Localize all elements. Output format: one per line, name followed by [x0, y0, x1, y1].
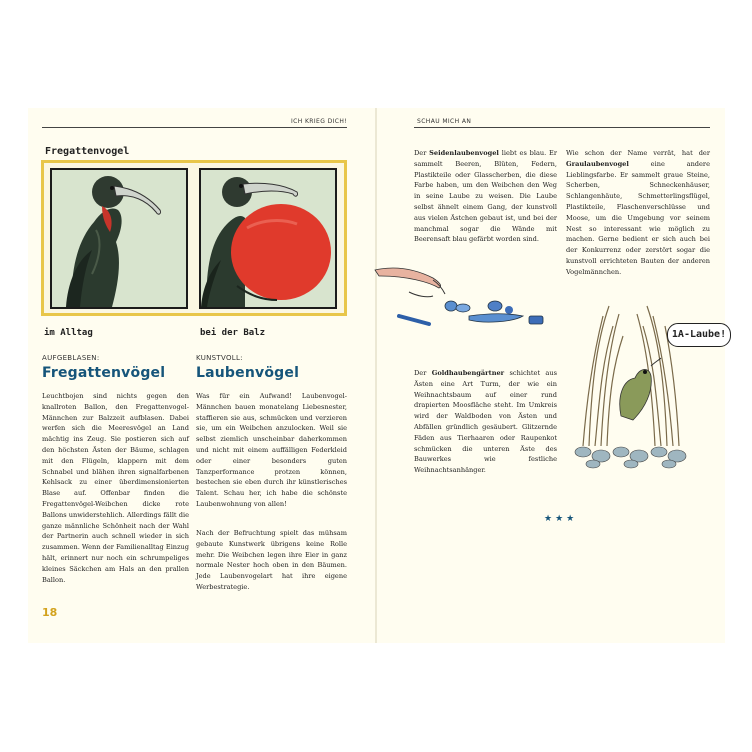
section-stars: ★★★ [544, 514, 578, 524]
bower-illustration [573, 296, 693, 470]
caption-courtship: bei der Balz [200, 328, 266, 338]
body-golden-bowerbird [414, 368, 557, 476]
figure-title: Fregattenvogel [45, 146, 130, 157]
body-satin-bowerbird [414, 148, 557, 245]
frigatebird-courtship-illustration [201, 170, 335, 307]
body-frigatebirds: Leuchtbojen sind nichts gegen den knallroten Ballon, den Fregattenvogel-Männchen zur Balzzeit aufblasen. Dabei werfen sich die Meeresvögel an Land mächtig ins Zeug. Sie postieren sich auf den höchsten Ästen der Bäume, schlagen mit den Flügeln, klappern mit dem Schnabel und blähen ihren signalfarbenen Kehlsack zu einer überdimensionierten Blase auf. Offenbar finden die Fregattenvögel-Weibchen dicke rote Ballons unwiderstehlich. Allerdings fällt die ganze männliche Schönheit nach der Wahl der Partnerin auch schnell wieder in sich zusammen. Wenn der Familienalltag Einzug hält, erinnert nur noch ein schrumpeliges kleines Säckchen am Hals an den prallen Ballon. [42, 392, 189, 584]
header-rule-right [414, 127, 710, 128]
running-head-right: SCHAU MICH AN [417, 118, 472, 125]
panel-courtship [199, 168, 337, 309]
satin-lead-text: Der [414, 149, 430, 157]
illustration-frame [41, 160, 347, 316]
speech-bubble: 1A-Laube! [667, 323, 731, 347]
header-rule-left [42, 127, 347, 128]
great-lead-text: Wie schon der Name verrät, hat der [566, 149, 710, 157]
golden-bowerbird-term: Goldhaubengärtner [431, 369, 505, 377]
panel-everyday [50, 168, 188, 309]
satin-body-text: liebt es blau. Er sammelt Beeren, Blüten, Federn, Plastikteile oder Glasscherben, die diese Farbe haben, um den Weibchen den Weg in seine Laube zu weisen. Die Laube selbst ähnelt einem Gang, der kunstvoll aus vielen Ästchen gebaut ist, und bei der manchmal sogar die Wände mit Beerensaft blau gefärbt worden sind. [414, 149, 558, 244]
great-body-text: eine andere Lieblingsfarbe. Er sammelt graue Steine, Scherben, Schneckenhäuser, Schlangenhäute, Schmetterlingsflügel, Plastikteile, Flaschenverschlüsse und Moose, um die Umgebung vor seinem Nest so interessant wie möglich zu machen. Gerne bedient er sich auch bei der Konkurrenz oder zerstört sogar die kunstvoll errichteten Bauten der anderen Vogelmännchen. [566, 159, 710, 276]
blue-collection-illustration [373, 262, 553, 334]
category-label-frigatebirds: AUFGEBLASEN: [42, 354, 100, 362]
golden-lead-text: Der [414, 369, 432, 377]
body-great-bowerbird [566, 148, 710, 278]
headline-bowerbirds: Laubenvögel [196, 365, 300, 381]
page-number: 18 [42, 606, 58, 619]
running-head-left: ICH KRIEG DICH! [291, 118, 348, 125]
headline-frigatebirds: Fregattenvögel [42, 365, 166, 381]
golden-body-text: schichtet aus Ästen eine Art Turm, der wie ein Weihnachtsbaum auf einer rund drapierten Moosfläche steht. Im Umkreis wird der Waldboden von Ästen und Abfällen gründlich gesäubert. Glitzernde Fäden aus Tierhaaren oder Raupenkot schmücken die unteren Äste des Bauwerkes wie festliche Weihnachtsanhänger. [414, 369, 557, 475]
body-bowerbirds-p2: Nach der Befruchtung spielt das mühsam gebaute Kunstwerk übrigens keine Rolle mehr. Die Weibchen legen ihre Eier in ganz normale Nester hoch oben in den Bäumen. Jede Laubenvogelart hat ihre eigene Werbestrategie. [196, 529, 347, 591]
frigatebird-everyday-illustration [52, 170, 186, 307]
great-bowerbird-term: Graulaubenvogel [566, 159, 629, 168]
category-label-bowerbirds: KUNSTVOLL: [196, 354, 243, 362]
body-bowerbirds-p1: Was für ein Aufwand! Laubenvogel-Männchen bauen monatelang Liebesnester, staffieren sie aus, schmücken und verzieren sie, um ein Weibchen anzulocken. Weil sie selbst ziemlich unscheinbar daherkommen und nicht mit einem auffälligen Federkleid oder einer besonders guten Tanzperformance protzen können, bestechen sie eben durch ihr künstlerisches Talent. Schau her, ich habe die schönste Laubenwohnung von allen! [196, 392, 347, 508]
satin-bowerbird-term: Seidenlaubenvogel [429, 149, 499, 157]
caption-everyday: im Alltag [44, 328, 93, 338]
book-gutter [375, 108, 377, 643]
